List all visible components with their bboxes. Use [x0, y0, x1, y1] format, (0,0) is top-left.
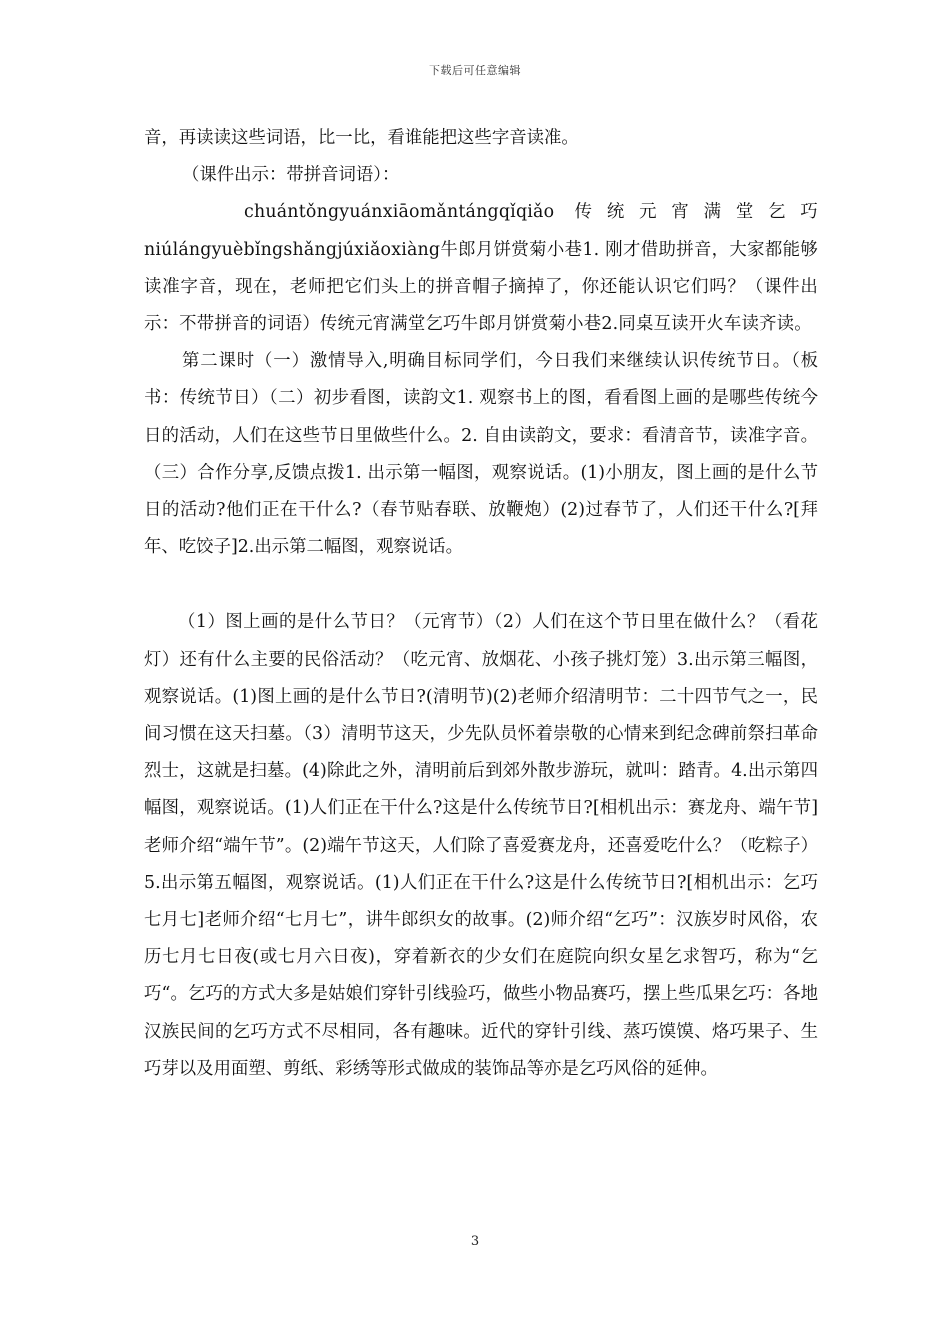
- paragraph-3: chuántǒngyuánxiāomǎntángqǐqiǎo 传统元宵满堂乞巧niúlángyuèbǐngshǎngjúxiǎoxiàng牛郎月饼赏菊小巷1. 刚才借助拼音，大家都能够读准字音，现在，老师把它们头上的拼音帽子摘掉了，你还能认识它们吗？（课件出示：不带拼音的词语）传统元宵满堂乞巧牛郎月饼赏菊小巷2.同桌互读开火车读齐读。: [144, 202, 818, 335]
- document-body: [144, 120, 818, 1088]
- paragraph-gap: [144, 566, 818, 604]
- paragraph-1: 音，再读读这些词语，比一比，看谁能把这些字音读准。: [144, 128, 579, 148]
- paragraph-2: （课件出示：带拼音词语）：: [182, 165, 400, 186]
- page-header: 下载后可任意编辑: [429, 64, 521, 77]
- paragraph-4: 第二课时（一）激情导入,明确目标同学们，今日我们来继续认识传统节日。（板书：传统节日）（二）初步看图，读韵文1. 观察书上的图，看看图上画的是哪些传统今日的活动，人们在这些节日里做些什么。2. 自由读韵文，要求：看清音节，读准字音。（三）合作分享,反馈点拨1. 出示第一幅图，观察说话。(1)小朋友，图上画的是什么节日的活动?他们正在干什么?（春节贴春联、放鞭炮）(2)过春节了，人们还干什么?[拜年、吃饺子]2.出示第二幅图，观察说话。: [144, 351, 818, 558]
- page-number: 3: [470, 1234, 480, 1249]
- paragraph-5: （1）图上画的是什么节日？（元宵节）（2）人们在这个节日里在做什么？（看花灯）还有什么主要的民俗活动？（吃元宵、放烟花、小孩子挑灯笼）3.出示第三幅图，观察说话。(1)图上画的是什么节日?(清明节)(2)老师介绍清明节：二十四节气之一，民间习惯在这天扫墓。（3）清明节这天，少先队员怀着崇敬的心情来到纪念碑前祭扫革命烈士，这就是扫墓。(4)除此之外，清明前后到郊外散步游玩，就叫：踏青。4.出示第四幅图，观察说话。(1)人们正在干什么?这是什么传统节日?[相机出示：赛龙舟、端午节]老师介绍“端午节”。(2)端午节这天，人们除了喜爱赛龙舟，还喜爱吃什么？（吃粽子）5.出示第五幅图，观察说话。(1)人们正在干什么?这是什么传统节日?[相机出示：乞巧七月七]老师介绍“七月七”，讲牛郎织女的故事。(2)师介绍“乞巧”：汉族岁时风俗，农历七月七日夜(或七月六日夜)，穿着新衣的少女们在庭院向织女星乞求智巧，称为“乞巧“。乞巧的方式大多是姑娘们穿针引线验巧，做些小物品赛巧，摆上些瓜果乞巧：各地汉族民间的乞巧方式不尽相同，各有趣味。近代的穿针引线、蒸巧馍馍、烙巧果子、生巧芽以及用面塑、剪纸、彩绣等形式做成的装饰品等亦是乞巧风俗的延伸。: [144, 612, 818, 1079]
